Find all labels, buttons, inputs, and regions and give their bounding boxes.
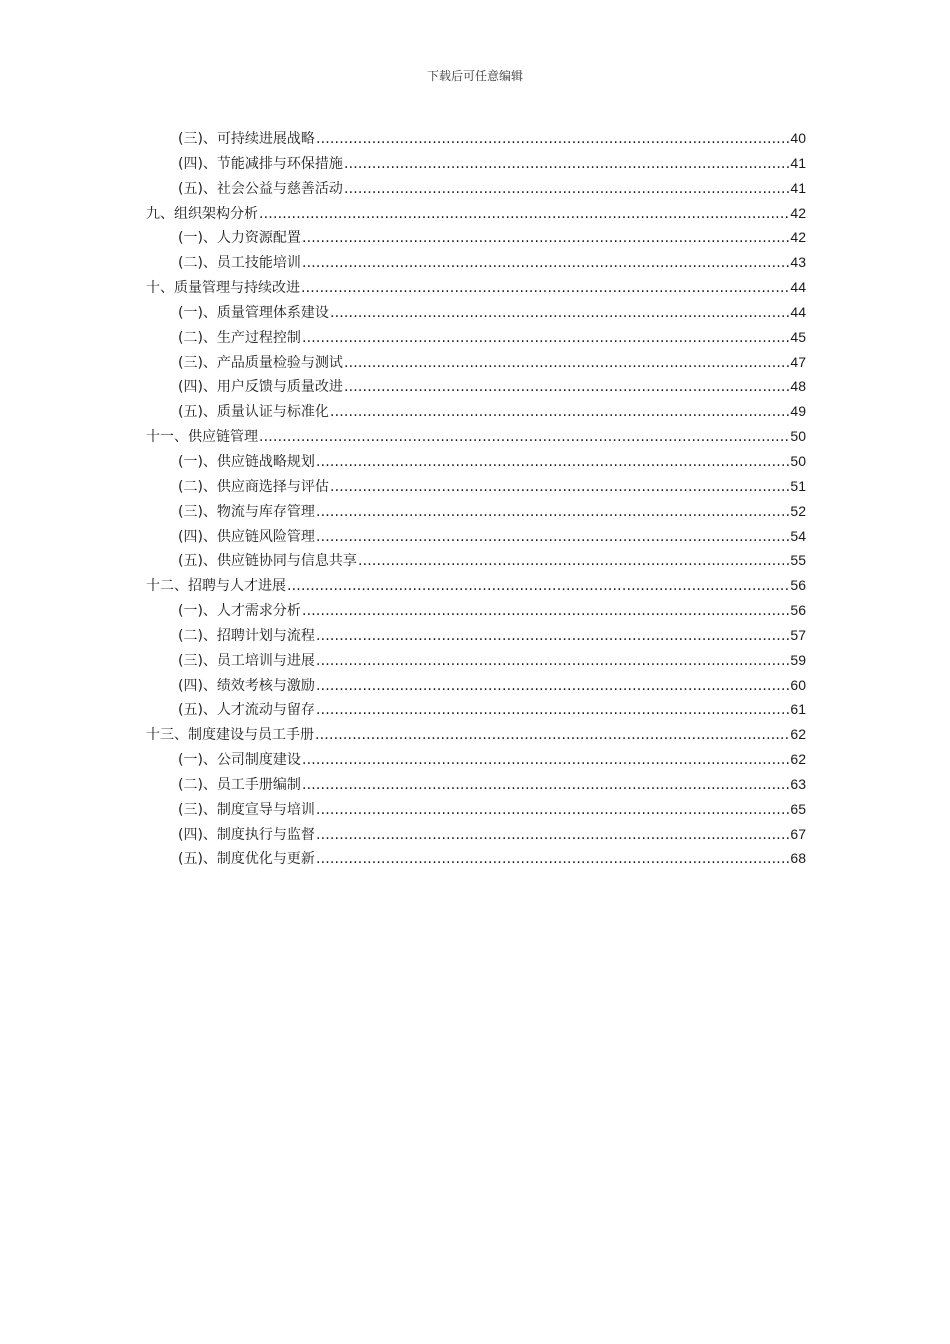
toc-entry-page: 49: [790, 403, 806, 420]
toc-dot-leader: [259, 202, 789, 227]
toc-dot-leader: [302, 599, 789, 624]
toc-chapter[interactable]: [146, 424, 806, 449]
toc-chapter[interactable]: [146, 275, 806, 300]
toc-chapter[interactable]: [146, 201, 806, 226]
toc-entry-title: (五)、社会公益与慈善活动: [178, 180, 343, 197]
table-of-contents: [146, 126, 806, 871]
toc-entry-title: (三)、员工培训与进展: [178, 652, 315, 669]
toc-dot-leader: [302, 226, 789, 251]
toc-entry[interactable]: [146, 499, 806, 524]
toc-chapter-page: 44: [790, 279, 806, 296]
toc-entry[interactable]: [146, 697, 806, 722]
toc-dot-leader: [301, 276, 789, 301]
toc-entry-page: 48: [790, 378, 806, 395]
toc-entry-title: (一)、公司制度建设: [178, 752, 301, 769]
toc-chapter-title: 九、组织架构分析: [146, 205, 258, 222]
toc-chapter[interactable]: [146, 722, 806, 747]
toc-chapter-title: 十二、招聘与人才进展: [146, 578, 286, 595]
toc-entry-page: 41: [790, 179, 806, 196]
toc-entry-title: (二)、员工手册编制: [178, 776, 301, 793]
toc-entry-title: (三)、物流与库存管理: [178, 503, 315, 520]
toc-entry[interactable]: [146, 449, 806, 474]
toc-entry-page: 41: [790, 154, 806, 171]
toc-entry[interactable]: [146, 176, 806, 201]
toc-entry-page: 62: [790, 751, 806, 768]
toc-chapter-page: 62: [790, 726, 806, 743]
toc-entry-page: 50: [790, 452, 806, 469]
toc-dot-leader: [316, 624, 789, 649]
toc-entry[interactable]: [146, 822, 806, 847]
toc-entry[interactable]: [146, 225, 806, 250]
toc-dot-leader: [316, 823, 789, 848]
toc-entry-title: (四)、用户反馈与质量改进: [178, 379, 343, 396]
toc-dot-leader: [302, 251, 789, 276]
toc-entry-title: (四)、供应链风险管理: [178, 528, 315, 545]
toc-entry-page: 42: [790, 229, 806, 246]
toc-dot-leader: [316, 847, 789, 872]
toc-entry-page: 63: [790, 775, 806, 792]
toc-entry[interactable]: [146, 350, 806, 375]
toc-dot-leader: [344, 152, 789, 177]
toc-entry[interactable]: [146, 747, 806, 772]
toc-entry-page: 57: [790, 626, 806, 643]
page-header-note: 下载后可任意编辑: [426, 69, 523, 83]
toc-entry[interactable]: [146, 374, 806, 399]
toc-entry[interactable]: [146, 623, 806, 648]
toc-chapter-page: 56: [790, 577, 806, 594]
toc-entry-page: 45: [790, 328, 806, 345]
toc-entry-page: 47: [790, 353, 806, 370]
toc-entry-title: (五)、质量认证与标准化: [178, 404, 329, 421]
toc-dot-leader: [316, 450, 789, 475]
toc-entry[interactable]: [146, 772, 806, 797]
toc-entry-title: (一)、人才需求分析: [178, 603, 301, 620]
toc-entry-page: 65: [790, 800, 806, 817]
toc-dot-leader: [315, 723, 789, 748]
toc-chapter-title: 十、质量管理与持续改进: [146, 280, 300, 297]
toc-entry-title: (四)、节能减排与环保措施: [178, 155, 343, 172]
toc-entry-page: 60: [790, 676, 806, 693]
toc-dot-leader: [358, 549, 789, 574]
toc-entry[interactable]: [146, 846, 806, 871]
toc-entry-page: 67: [790, 825, 806, 842]
toc-entry-page: 54: [790, 527, 806, 544]
toc-dot-leader: [316, 525, 789, 550]
toc-entry-title: (三)、制度宣导与培训: [178, 801, 315, 818]
toc-entry[interactable]: [146, 325, 806, 350]
toc-entry-page: 40: [790, 130, 806, 146]
toc-dot-leader: [316, 500, 789, 525]
toc-dot-leader: [316, 127, 789, 152]
toc-entry-page: 52: [790, 502, 806, 519]
toc-entry[interactable]: [146, 250, 806, 275]
toc-entry[interactable]: [146, 797, 806, 822]
toc-dot-leader: [344, 375, 789, 400]
toc-entry[interactable]: [146, 524, 806, 549]
toc-dot-leader: [330, 400, 789, 425]
toc-dot-leader: [330, 475, 789, 500]
toc-chapter-page: 50: [790, 428, 806, 445]
toc-dot-leader: [316, 798, 789, 823]
toc-chapter-title: 十三、制度建设与员工手册: [146, 727, 314, 744]
toc-entry-title: (二)、供应商选择与评估: [178, 478, 329, 495]
toc-chapter-page: 42: [790, 204, 806, 221]
toc-dot-leader: [316, 698, 789, 723]
toc-entry-page: 43: [790, 254, 806, 271]
toc-entry[interactable]: [146, 399, 806, 424]
toc-entry-title: (三)、产品质量检验与测试: [178, 354, 343, 371]
toc-chapter-title: 十一、供应链管理: [146, 429, 258, 446]
toc-entry-title: (一)、人力资源配置: [178, 230, 301, 247]
toc-entry[interactable]: [146, 648, 806, 673]
toc-dot-leader: [330, 301, 789, 326]
toc-entry-title: (五)、制度优化与更新: [178, 851, 315, 868]
toc-entry-page: 56: [790, 602, 806, 619]
toc-dot-leader: [316, 649, 789, 674]
toc-dot-leader: [302, 748, 789, 773]
toc-entry[interactable]: [146, 474, 806, 499]
toc-entry-page: 55: [790, 552, 806, 569]
toc-dot-leader: [344, 351, 789, 376]
toc-entry-title: (五)、人才流动与留存: [178, 702, 315, 719]
toc-entry-title: (二)、招聘计划与流程: [178, 627, 315, 644]
toc-entry-title: (二)、生产过程控制: [178, 329, 301, 346]
toc-entry-title: (五)、供应链协同与信息共享: [178, 553, 357, 570]
toc-entry-page: 51: [790, 477, 806, 494]
toc-entry[interactable]: [146, 548, 806, 573]
toc-entry-title: (三)、可持续进展战略: [178, 131, 315, 147]
toc-entry-page: 61: [790, 701, 806, 718]
toc-entry[interactable]: [146, 151, 806, 176]
toc-entry-title: (四)、绩效考核与激励: [178, 677, 315, 694]
toc-dot-leader: [259, 425, 789, 450]
toc-entry-title: (一)、质量管理体系建设: [178, 304, 329, 321]
toc-entry[interactable]: [146, 126, 806, 151]
toc-entry-page: 44: [790, 303, 806, 320]
toc-dot-leader: [302, 773, 789, 798]
toc-dot-leader: [287, 574, 789, 599]
toc-dot-leader: [344, 177, 789, 202]
toc-entry-page: 59: [790, 651, 806, 668]
toc-entry-page: 68: [790, 850, 806, 867]
toc-dot-leader: [302, 326, 789, 351]
toc-entry[interactable]: [146, 300, 806, 325]
toc-chapter[interactable]: [146, 573, 806, 598]
toc-entry-title: (四)、制度执行与监督: [178, 826, 315, 843]
toc-dot-leader: [316, 674, 789, 699]
toc-entry-title: (一)、供应链战略规划: [178, 453, 315, 470]
toc-entry[interactable]: [146, 598, 806, 623]
toc-entry[interactable]: [146, 673, 806, 698]
toc-entry-title: (二)、员工技能培训: [178, 255, 301, 272]
